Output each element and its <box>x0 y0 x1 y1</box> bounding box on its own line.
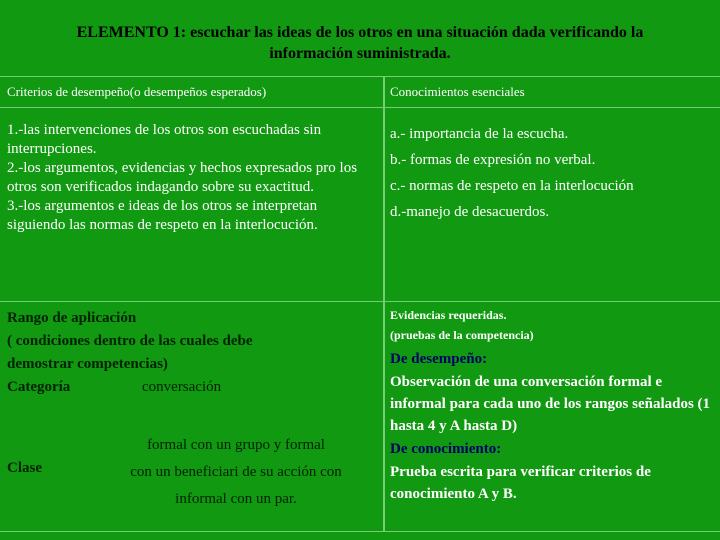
column-divider <box>383 77 385 531</box>
conocimiento-item: b.- formas de expresión no verbal. <box>390 152 596 168</box>
header-criterios: Criterios de desempeño(o desempeños esperados) <box>7 84 267 99</box>
evidencias-subtitle: (pruebas de la competencia) <box>390 328 534 342</box>
criterios-cell <box>7 121 377 299</box>
clase-values <box>93 432 379 513</box>
clase-value: informal con un par. <box>175 491 297 507</box>
criterio-item: 1.-las intervenciones de los otros son escuchadas sin interrupciones. <box>7 122 322 157</box>
categoria-row <box>7 376 379 399</box>
header-conocimientos: Conocimientos esenciales <box>390 84 525 99</box>
rango-cell <box>7 307 379 527</box>
page-title <box>0 22 720 64</box>
rango-subtitle: ( condiciones dentro de las cuales debe <box>7 333 253 349</box>
conocimientos-cell <box>390 121 718 299</box>
desempeno-label: De desempeño: <box>390 351 488 367</box>
conocimiento-item: c.- normas de respeto en la interlocución <box>390 178 634 194</box>
conocimiento-label: De conocimiento: <box>390 441 502 457</box>
conocimiento-item: d.-manejo de desacuerdos. <box>390 204 550 220</box>
header-divider <box>0 107 720 108</box>
rango-title: Rango de aplicación <box>7 310 137 326</box>
criterio-item: 2.-los argumentos, evidencias y hechos expresados pro los otros son verificados indagando sobre su exactitud. <box>7 160 358 195</box>
desempeno-text: Observación de una conversación formal e informal para cada uno de los rangos señalados (1 hasta 4 y A hasta D) <box>390 374 711 434</box>
clase-value: formal con un grupo y formal <box>147 437 325 453</box>
rango-subtitle: demostrar competencias) <box>7 356 168 372</box>
categoria-value: conversación <box>142 379 222 395</box>
left-row-divider <box>0 301 383 302</box>
competency-table <box>0 76 720 532</box>
conocimiento-text: Prueba escrita para verificar criterios de conocimiento A y B. <box>390 464 651 502</box>
title-line-1: ELEMENTO 1: escuchar las ideas de los otros en una situación dada verificando la <box>76 24 644 41</box>
clase-label: Clase <box>7 460 42 476</box>
right-row-divider <box>385 301 720 302</box>
title-line-2: información suministrada. <box>269 45 451 62</box>
criterio-item: 3.-los argumentos e ideas de los otros se interpretan siguiendo las normas de respeto en la interlocución. <box>7 198 318 233</box>
categoria-label: Categoría <box>7 379 71 395</box>
conocimiento-item: a.- importancia de la escucha. <box>390 126 569 142</box>
evidencias-title: Evidencias requeridas. <box>390 308 507 322</box>
clase-value: con un beneficiari de su acción con <box>130 464 342 480</box>
evidencias-cell <box>390 305 716 527</box>
